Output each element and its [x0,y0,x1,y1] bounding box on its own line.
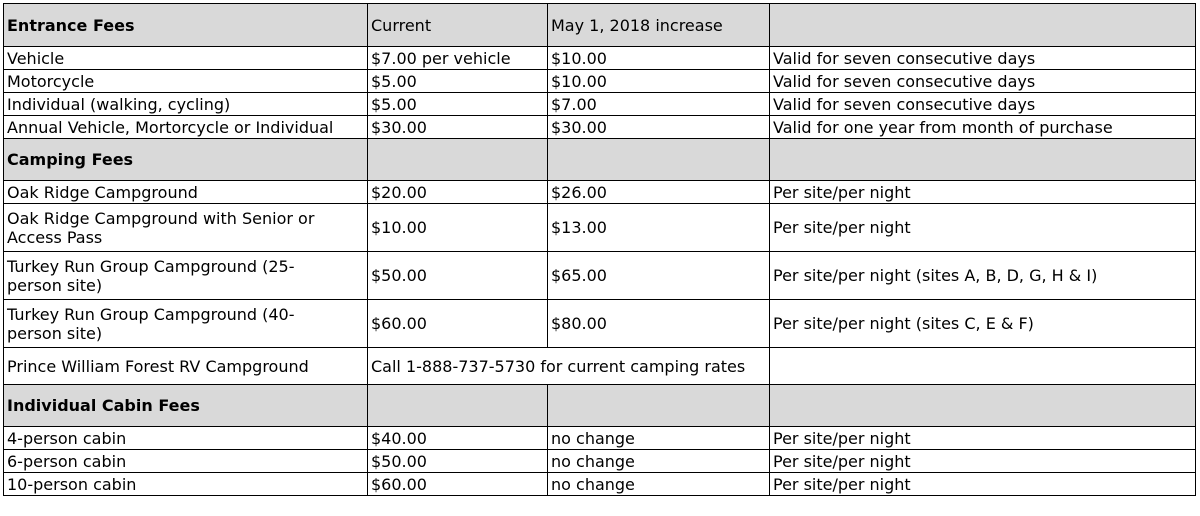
increase-cell: $30.00 [548,116,770,139]
empty-cell [368,139,548,181]
empty-cell [548,385,770,427]
merged-note-cell: Call 1-888-737-5730 for current camping rates [368,348,770,385]
note-cell: Per site/per night [770,427,1196,450]
increase-cell: no change [548,427,770,450]
current-cell: $60.00 [368,473,548,496]
fee-table [3,3,1196,496]
table-row [4,181,1196,204]
section-header-entrance [4,4,1196,47]
section-title: Individual Cabin Fees [4,385,368,427]
increase-cell: no change [548,450,770,473]
note-cell: Per site/per night (sites A, B, D, G, H & I) [770,252,1196,300]
note-cell [770,348,1196,385]
note-cell: Per site/per night [770,450,1196,473]
item-cell: 10-person cabin [4,473,368,496]
current-cell: $40.00 [368,427,548,450]
table-row [4,47,1196,70]
increase-cell: $26.00 [548,181,770,204]
table-row [4,204,1196,252]
increase-cell: $65.00 [548,252,770,300]
section-title: Camping Fees [4,139,368,181]
current-cell: $60.00 [368,300,548,348]
table-row [4,93,1196,116]
increase-cell: $10.00 [548,47,770,70]
item-cell: Annual Vehicle, Mortorcycle or Individual [4,116,368,139]
empty-cell [770,4,1196,47]
note-cell: Valid for seven consecutive days [770,47,1196,70]
table-row [4,70,1196,93]
note-cell: Per site/per night [770,181,1196,204]
note-cell: Valid for one year from month of purchase [770,116,1196,139]
increase-cell: $80.00 [548,300,770,348]
table-row [4,348,1196,385]
empty-cell [770,139,1196,181]
table-row [4,116,1196,139]
current-cell: $30.00 [368,116,548,139]
item-cell: Oak Ridge Campground [4,181,368,204]
item-cell: Individual (walking, cycling) [4,93,368,116]
section-title: Entrance Fees [4,4,368,47]
item-cell: Prince William Forest RV Campground [4,348,368,385]
table-row [4,473,1196,496]
note-cell: Per site/per night [770,473,1196,496]
empty-cell [548,139,770,181]
item-cell: 4-person cabin [4,427,368,450]
increase-cell: no change [548,473,770,496]
section-header-camping [4,139,1196,181]
note-cell: Valid for seven consecutive days [770,93,1196,116]
increase-cell: $7.00 [548,93,770,116]
table-row [4,252,1196,300]
item-cell: Turkey Run Group Campground (40-person site) [4,300,368,348]
item-cell: 6-person cabin [4,450,368,473]
column-header-increase: May 1, 2018 increase [548,4,770,47]
item-cell: Motorcycle [4,70,368,93]
current-cell: $7.00 per vehicle [368,47,548,70]
note-cell: Valid for seven consecutive days [770,70,1196,93]
current-cell: $5.00 [368,93,548,116]
item-cell: Oak Ridge Campground with Senior or Access Pass [4,204,368,252]
empty-cell [770,385,1196,427]
current-cell: $5.00 [368,70,548,93]
current-cell: $50.00 [368,450,548,473]
column-header-current: Current [368,4,548,47]
current-cell: $10.00 [368,204,548,252]
item-cell: Turkey Run Group Campground (25-person site) [4,252,368,300]
empty-cell [368,385,548,427]
increase-cell: $13.00 [548,204,770,252]
table-row [4,300,1196,348]
note-cell: Per site/per night (sites C, E & F) [770,300,1196,348]
increase-cell: $10.00 [548,70,770,93]
table-row [4,450,1196,473]
current-cell: $20.00 [368,181,548,204]
section-header-cabins [4,385,1196,427]
table-row [4,427,1196,450]
current-cell: $50.00 [368,252,548,300]
item-cell: Vehicle [4,47,368,70]
note-cell: Per site/per night [770,204,1196,252]
